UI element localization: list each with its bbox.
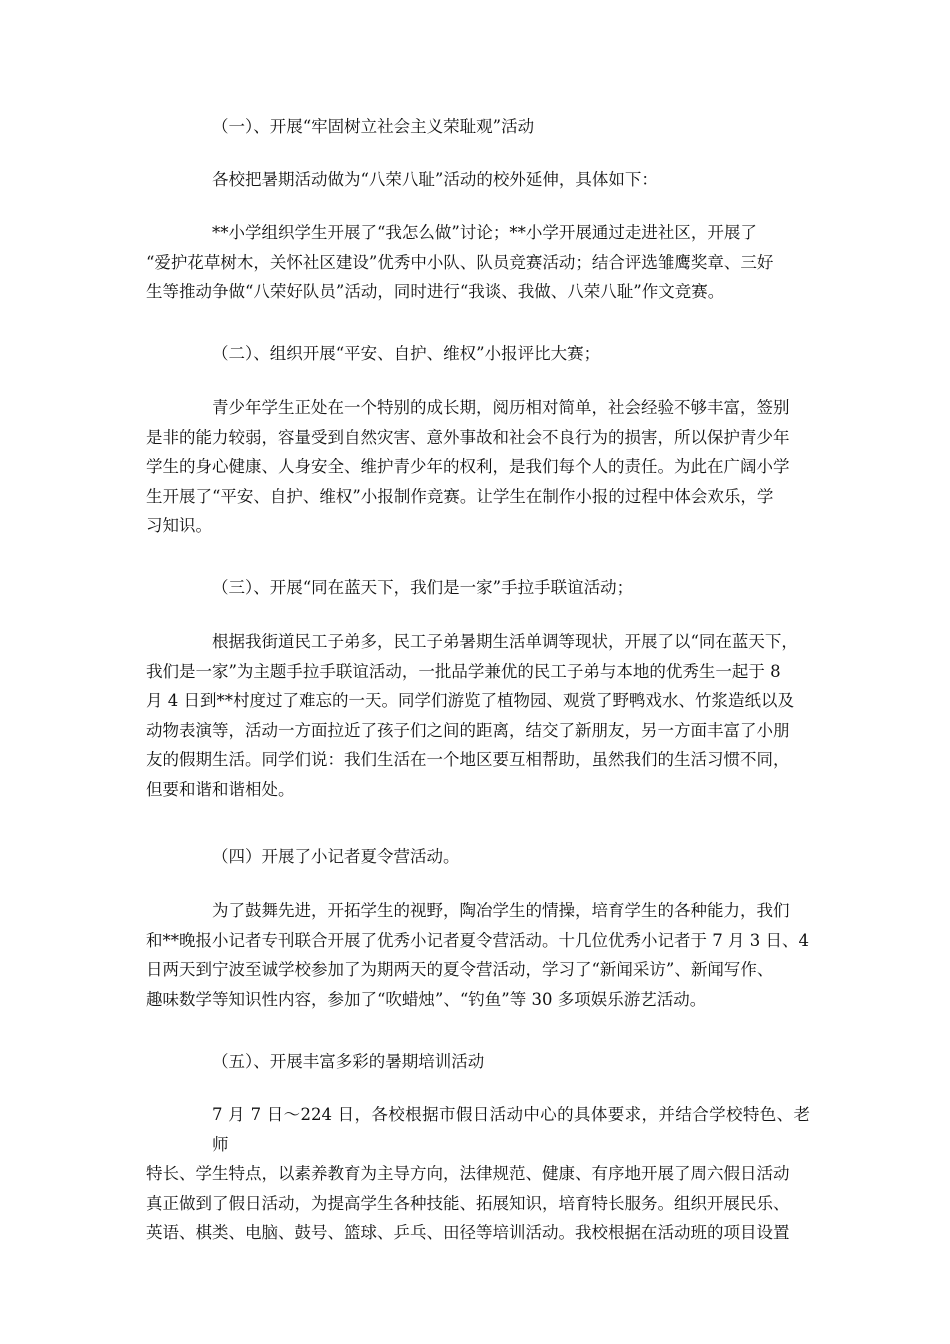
text-line: 日两天到宁波至诚学校参加了为期两天的夏令营活动，学习了“新闻采访”、新闻写作、 — [146, 960, 774, 979]
paragraph-intro — [146, 165, 810, 195]
paragraph-3 — [146, 627, 810, 804]
text-line: 7 月 7 日～224 日，各校根据市假日活动中心的具体要求，并结合学校特色、老师 — [212, 1105, 810, 1154]
text-line: 学生的身心健康、人身安全、维护青少年的权利，是我们每个人的责任。为此在广阔小学 — [146, 457, 790, 476]
text-line: 生开展了“平安、自护、维权”小报制作竞赛。让学生在制作小报的过程中体会欢乐，学 — [146, 486, 774, 506]
text-line: 特长、学生特点，以素养教育为主导方向，法律规范、健康、有序地开展了周六假日活动 — [146, 1164, 790, 1183]
text-line: 为了鼓舞先进，开拓学生的视野，陶冶学生的情操，培育学生的各种能力，我们 — [212, 901, 790, 920]
section-heading-1 — [146, 112, 810, 142]
section-heading-4 — [146, 842, 810, 872]
paragraph-5 — [146, 1100, 810, 1248]
text-line: （一）、开展“牢固树立社会主义荣耻观”活动 — [212, 117, 535, 136]
paragraph-4 — [146, 896, 810, 1014]
text-line: 习知识。 — [146, 516, 212, 535]
text-line: （二）、组织开展“平安、自护、维权”小报评比大赛； — [212, 344, 601, 363]
text-line: 趣味数学等知识性内容，参加了“吹蜡烛”、“钓鱼”等 30 多项娱乐游艺活动。 — [146, 989, 707, 1009]
text-line: 友的假期生活。同学们说：我们生活在一个地区要互相帮助，虽然我们的生活习惯不同， — [146, 750, 790, 769]
section-heading-3 — [146, 573, 810, 603]
text-line: 但要和谐和谐相处。 — [146, 779, 295, 799]
text-line: 月 4 日到**村度过了难忘的一天。同学们游览了植物园、观赏了野鸭戏水、竹浆造纸以及 — [146, 691, 794, 710]
section-heading-2 — [146, 339, 810, 369]
text-line: 生等推动争做“八荣好队员”活动，同时进行“我谈、我做、八荣八耻”作文竞赛。 — [146, 282, 725, 301]
text-line: 各校把暑期活动做为“八荣八耻”活动的校外延伸，具体如下： — [212, 170, 658, 189]
text-line: （四）开展了小记者夏令营活动。 — [212, 847, 460, 866]
text-line: 我们是一家”为主题手拉手联谊活动，一批品学兼优的民工子弟与本地的优秀生一起于 8 — [146, 661, 781, 681]
text-line: 英语、棋类、电脑、鼓号、篮球、乒乓、田径等培训活动。我校根据在活动班的项目设置 — [146, 1223, 790, 1242]
text-line: 真正做到了假日活动，为提高学生各种技能、拓展知识，培育特长服务。组织开展民乐、 — [146, 1193, 790, 1213]
text-line: （三）、开展“同在蓝天下，我们是一家”手拉手联谊活动； — [212, 578, 634, 597]
paragraph-1 — [146, 218, 810, 307]
section-heading-5 — [146, 1047, 810, 1077]
text-line: **小学组织学生开展了“我怎么做”讨论；**小学开展通过走进社区，开展了 — [212, 223, 757, 242]
text-line: 是非的能力较弱，容量受到自然灾害、意外事故和社会不良行为的损害，所以保护青少年 — [146, 427, 790, 447]
text-line: 和**晚报小记者专刊联合开展了优秀小记者夏令营活动。十几位优秀小记者于 7 月 3 日、4 — [146, 930, 809, 950]
paragraph-2 — [146, 393, 810, 541]
text-line: 青少年学生正处在一个特别的成长期，阅历相对简单，社会经验不够丰富，签别 — [212, 398, 790, 417]
text-line: 动物表演等，活动一方面拉近了孩子们之间的距离，结交了新朋友，另一方面丰富了小朋 — [146, 720, 790, 740]
text-line: 根据我街道民工子弟多，民工子弟暑期生活单调等现状，开展了以“同在蓝天下， — [212, 632, 798, 651]
text-line: “爱护花草树木，关怀社区建设”优秀中小队、队员竞赛活动；结合评选雏鹰奖章、三好 — [146, 252, 774, 272]
text-line: （五）、开展丰富多彩的暑期培训活动 — [212, 1052, 485, 1071]
